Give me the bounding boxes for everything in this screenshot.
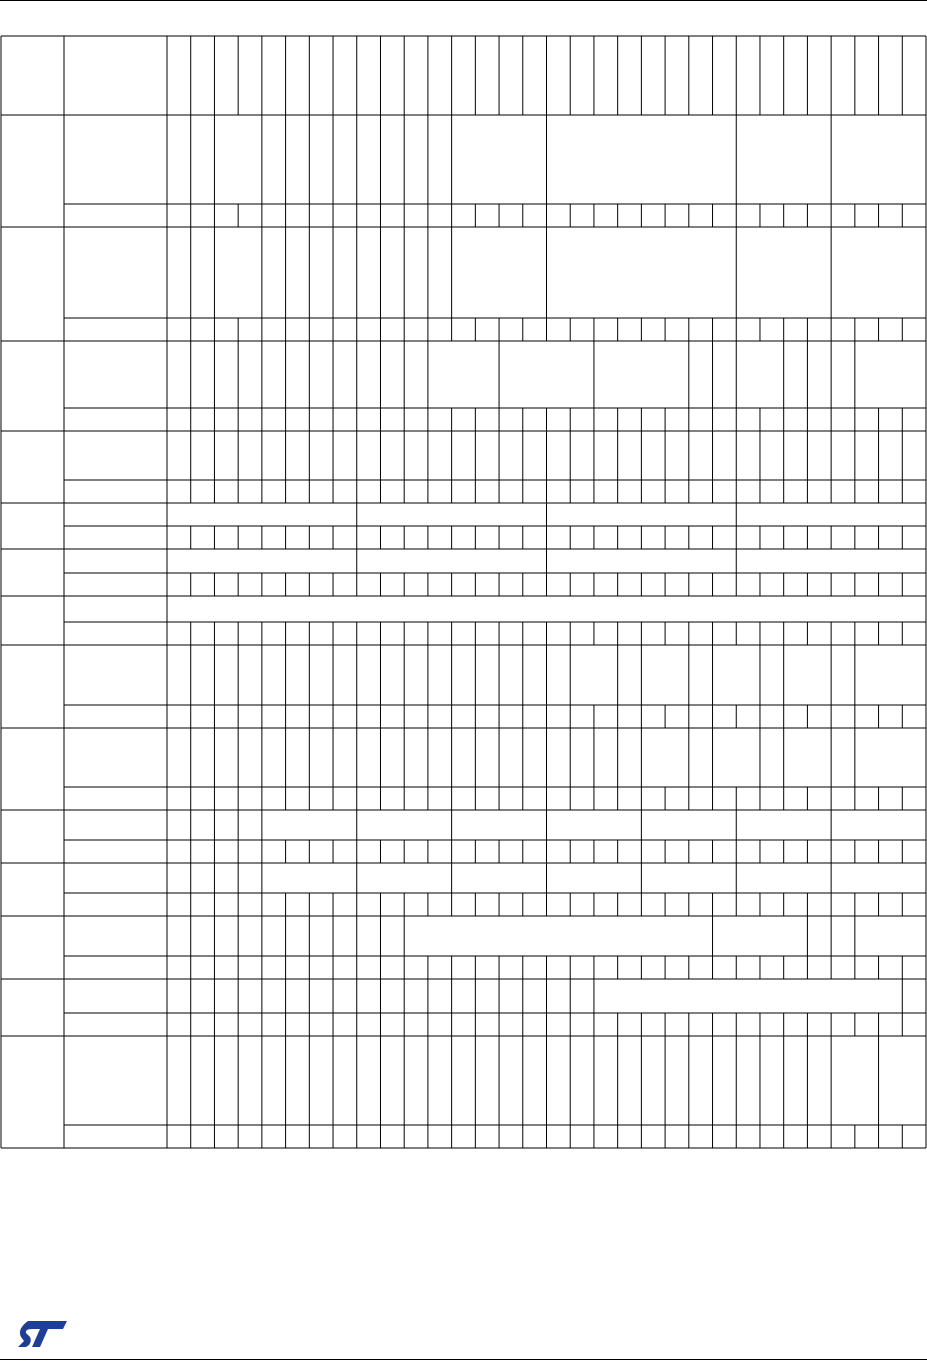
st-logo [18,1319,68,1349]
footer-rule [0,1359,927,1360]
